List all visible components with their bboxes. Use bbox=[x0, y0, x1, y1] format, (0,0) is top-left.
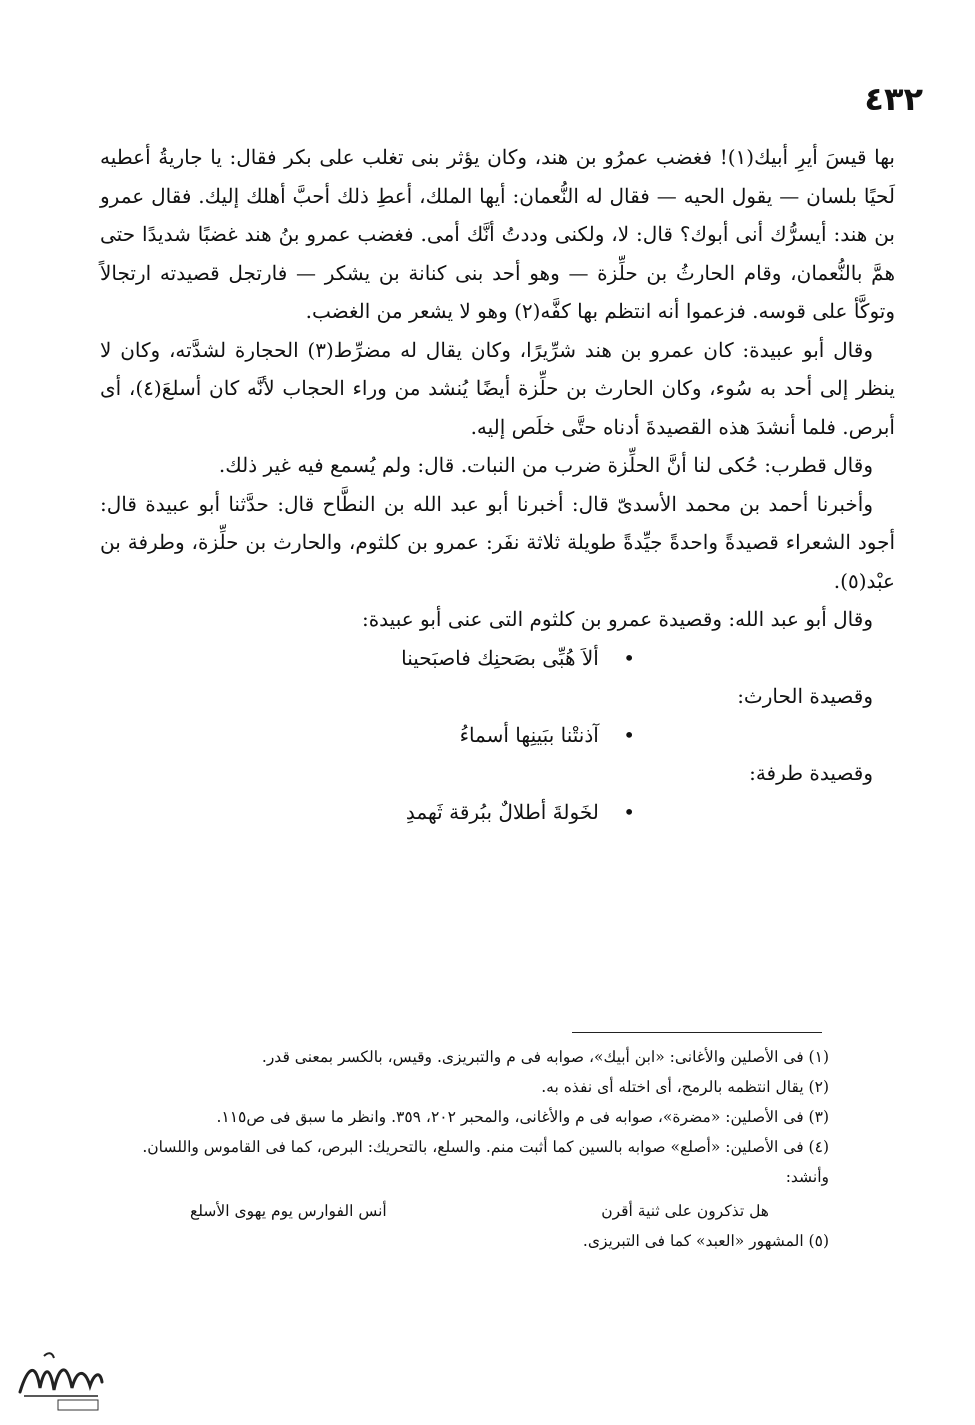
page-number: ٤٣٢ bbox=[864, 80, 923, 118]
paragraph-3: وقال قطرب: حُكى لنا أنَّ الحلِّزة ضرب من النبات. قال: ولم يُسمع فيه غير ذلك. bbox=[218, 453, 873, 477]
footnote-4: (٤) فى الأصلين: «أصلع» صوابه بالسين كما أثبت منم. والسلع، بالتحريك: البرص، كما فى القاموس واللسان. وأنشد: bbox=[142, 1138, 829, 1186]
paragraph-2: وقال أبو عبيدة: كان عمرو بن هند شرِّيرًا، وكان يقال له مضرِّط(٣) الحجارة لشدَّته، وكان لا ينظر إلى أحد به سُوء، وكان الحارث بن حلِّزة أيضًا يُنشد من وراء الحجاب لأنَّه كان أسلعَ(٤)، أى أبرص. فلما أنشدَ هذه القصيدةَ أدناه حتَّى خلَص إليه. bbox=[100, 337, 895, 439]
footnote-5: (٥) المشهور «العبد» كما فى التبريزى. bbox=[582, 1232, 829, 1250]
footnote-2: (٢) يقال انتظمه بالرمح، أى اختله أى نفذه به. bbox=[541, 1078, 829, 1096]
main-text bbox=[100, 138, 895, 831]
verse-tarafa-text: لخَولةَ أطلالٌ ببُرقة ثَهمدِ bbox=[405, 799, 599, 824]
poems-intro: وقال أبو عبد الله: وقصيدة عمرو بن كلثوم التى عنى أبو عبيدة: bbox=[361, 607, 873, 631]
verse-amr bbox=[100, 639, 895, 678]
verse-harith bbox=[100, 716, 895, 755]
footnote-1: (١) فى الأصلين والأغانى: «ابن أبيك»، صوابه فى م والتبريزى. وقيس، بالكسر بمعنى قدر. bbox=[261, 1048, 829, 1066]
library-stamp-logo bbox=[14, 1348, 106, 1412]
paragraph-4: وأخبرنا أحمد بن محمد الأسدىّ قال: أخبرنا أبو عبد الله بن النطَّاح قال: حدَّثنا أبو عبيدة قال: أجود الشعراء قصيدةً واحدةً جيِّدةً طويلة ثلاثة نفَر: عمرو بن كلثوم، والحارث بن حلِّزة، وطرفة بن عبْد(٥). bbox=[100, 491, 895, 593]
footnote-poem-left: أنس الفوارس يوم يهوى الأسلع bbox=[190, 1202, 387, 1220]
verse-tarafa bbox=[100, 793, 895, 832]
footnote-poem bbox=[100, 1196, 829, 1226]
verse-bullet: • bbox=[623, 799, 635, 824]
verse-amr-text: ألاَ هُبِّى بصَحنِك فاصبَحينا bbox=[401, 645, 599, 670]
calligraphy-stamp-icon bbox=[14, 1348, 106, 1412]
footnote-3: (٣) فى الأصلين: «مضرة»، صوابه فى م والأغانى، والمحبر ٢٠٢، ٣٥٩. وانظر ما سبق فى ص١١٥. bbox=[216, 1108, 829, 1126]
footnotes bbox=[100, 1042, 829, 1256]
harith-label: وقصيدة الحارث: bbox=[737, 684, 873, 708]
tarafa-label: وقصيدة طرفة: bbox=[749, 761, 873, 785]
verse-bullet: • bbox=[623, 645, 635, 670]
footnote-poem-right: هل تذكرون على ثنية أقرن bbox=[601, 1202, 769, 1220]
paragraph-1: بها قيسَ أيرِ أبيك(١)! فغضب عمرُو بن هند، وكان يؤثر بنى تغلب على بكر فقال: يا جاريةُ أعطيه لَحيًا بلسان — يقول الحيه — فقال له النُّعمان: أيها الملك، أعطِ ذلك أحبَّ أهلك إليك. فقال عمرو بن هند: أيسرُّك أنى أبوك؟ قال: لا، ولكنى وددتُ أنَّك أمى. فغضب عمرو بنُ هند غضبًا شديدًا حتى همَّ بالنُّعمان، وقام الحارثُ بن حلِّزة — وهو أحد بنى كنانة بن يشكر — فارتجل قصيدته ارتجالاً وتوكَّأ على قوسه. فزعموا أنه انتظم بها كفَّه(٢) وهو لا يشعر من الغضب. bbox=[100, 145, 895, 323]
verse-bullet: • bbox=[623, 722, 635, 747]
verse-harith-text: آذنتْنا ببَينِها أسماءُ bbox=[459, 722, 599, 747]
footnote-divider bbox=[572, 1032, 822, 1033]
